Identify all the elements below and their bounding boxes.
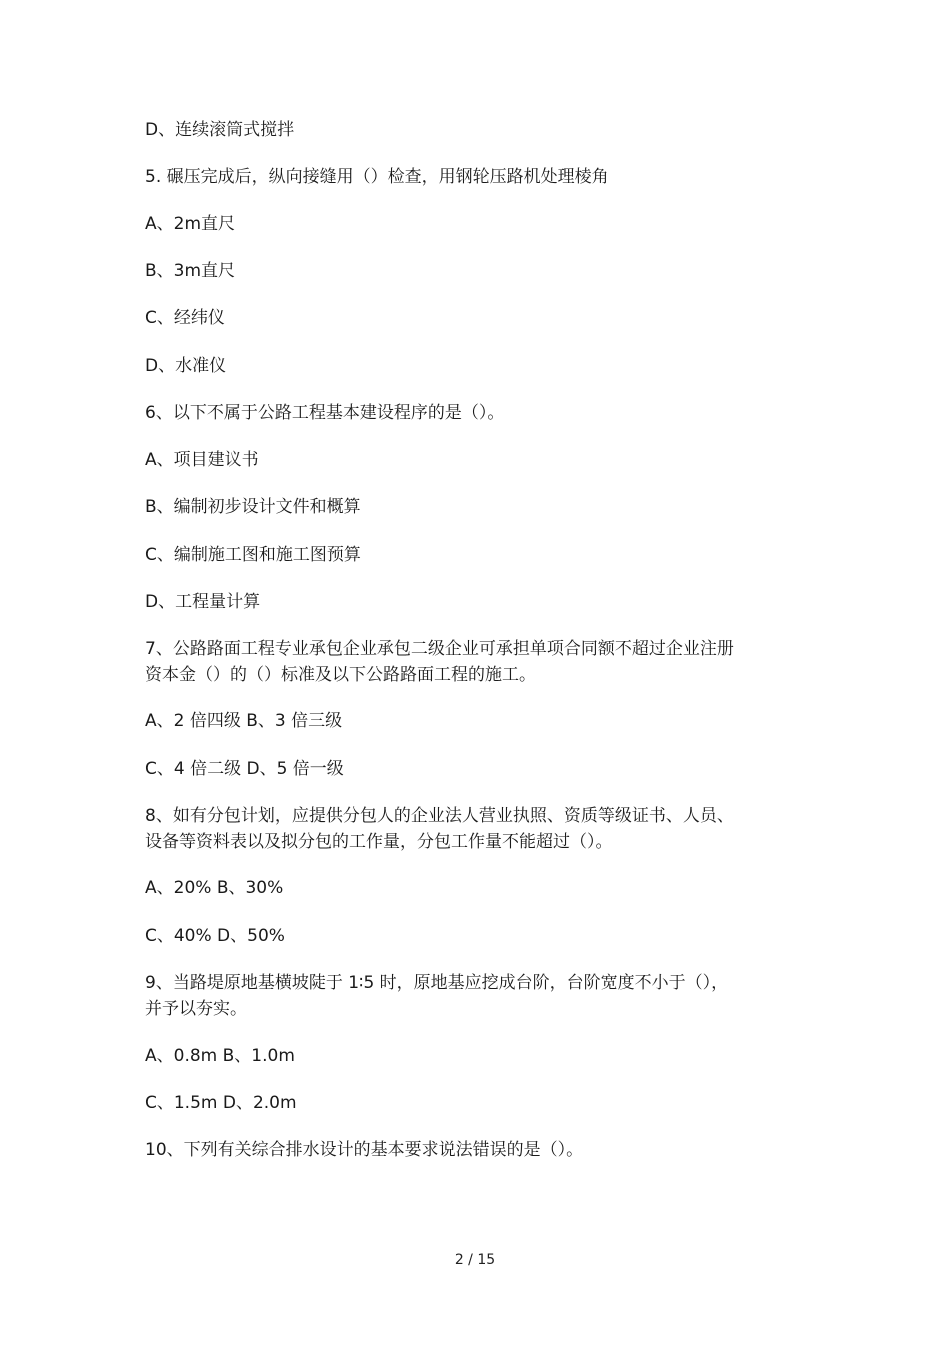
options-ab-q7: A、2 倍四级 B、3 倍三级 <box>145 711 343 731</box>
option-c-q5: C、经纬仪 <box>145 308 225 328</box>
options-cd-q7: C、4 倍二级 D、5 倍一级 <box>145 759 344 779</box>
question-10: 10、下列有关综合排水设计的基本要求说法错误的是（）。 <box>145 1140 584 1160</box>
option-d-q6: D、工程量计算 <box>145 592 261 612</box>
option-c-q6: C、编制施工图和施工图预算 <box>145 545 361 565</box>
option-b-q5: B、3m直尺 <box>145 261 236 281</box>
option-a-q5: A、2m直尺 <box>145 214 236 234</box>
question-5: 5. 碾压完成后，纵向接缝用（）检查，用钢轮压路机处理棱角 <box>145 167 609 187</box>
option-a-q6: A、项目建议书 <box>145 450 259 470</box>
question-6: 6、以下不属于公路工程基本建设程序的是（）。 <box>145 403 505 423</box>
question-8-line-1: 8、如有分包计划，应提供分包人的企业法人营业执照、资质等级证书、人员、 <box>145 806 734 826</box>
question-8-line-2: 设备等资料表以及拟分包的工作量，分包工作量不能超过（）。 <box>145 832 613 852</box>
page-number: 2 / 15 <box>454 1252 496 1268</box>
options-cd-q8: C、40% D、50% <box>145 926 285 946</box>
option-d-q4: D、连续滚筒式搅拌 <box>145 120 295 140</box>
option-d-q5: D、水准仪 <box>145 356 227 376</box>
options-ab-q8: A、20% B、30% <box>145 878 284 898</box>
question-7-line-2: 资本金（）的（）标准及以下公路路面工程的施工。 <box>145 665 536 685</box>
question-9-line-2: 并予以夯实。 <box>145 999 247 1019</box>
question-9-line-1: 9、当路堤原地基横坡陡于 1∶5 时，原地基应挖成台阶，台阶宽度不小于（）， <box>145 973 729 993</box>
option-b-q6: B、编制初步设计文件和概算 <box>145 497 361 517</box>
options-cd-q9: C、1.5m D、2.0m <box>145 1093 297 1113</box>
options-ab-q9: A、0.8m B、1.0m <box>145 1046 295 1066</box>
question-7-line-1: 7、公路路面工程专业承包企业承包二级企业可承担单项合同额不超过企业注册 <box>145 639 734 659</box>
